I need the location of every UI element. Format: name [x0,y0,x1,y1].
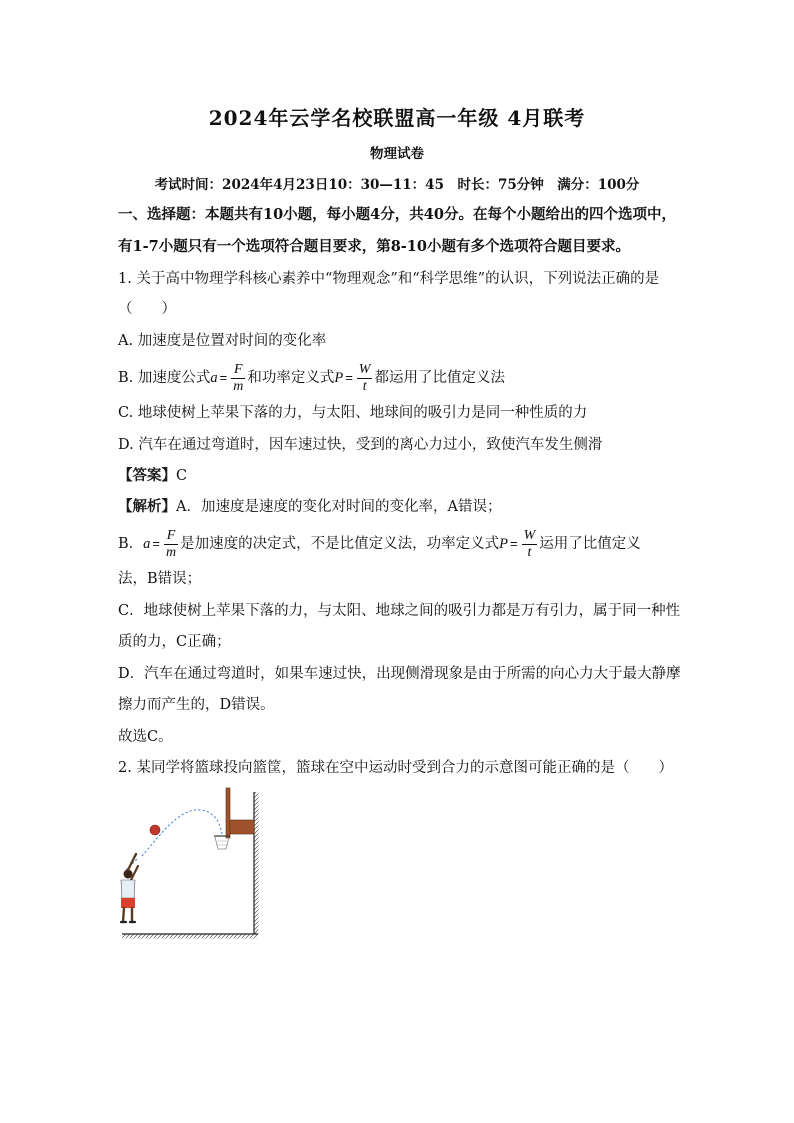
formula-a: a [210,370,218,386]
analysis-a-line [118,497,501,517]
question-2-stem: 2. 某同学将篮球投向篮筐，篮球在空中运动时受到合力的示意图可能正确的是（ ） [118,760,673,776]
backboard-mount [230,820,254,834]
fraction-w-over-t [357,362,373,395]
answer-value: C [176,468,188,484]
analysis-b-middle: 是加速度的决定式，不是比值定义法，功率定义式 [180,536,500,552]
analysis-d-line2: 擦力而产生的，D错误。 [118,697,275,713]
player-leg [123,908,124,922]
question-1-option-a: A. 加速度是位置对时间的变化率 [118,333,327,349]
formula-equals: = [345,370,353,385]
question-1-option-d: D. 汽车在通过弯道时，因车速过快，受到的离心力过小，致使汽车发生侧滑 [118,437,603,453]
analysis-d-line1: D．汽车在通过弯道时，如果车速过快，出现侧滑现象是由于所需的向心力大于最大静摩 [118,666,681,682]
answer-line [118,466,187,486]
conclusion: 故选C。 [118,729,173,745]
analysis-tag: 【解析】 [118,498,176,515]
fraction-numerator: F [164,528,178,545]
fraction-denominator: t [362,378,367,394]
question-1-option-c: C. 地球使树上苹果下落的力，与太阳、地球间的吸引力是同一种性质的力 [118,405,588,421]
hoop-net-mesh [217,841,227,845]
fraction-numerator: W [523,527,536,543]
player-shirt [121,880,135,898]
formula-p: P [499,536,508,552]
analysis-c-line1: C．地球使树上苹果下落的力，与太阳、地球之间的吸引力都是万有引力，属于同一种性 [118,603,681,619]
backboard [226,788,230,838]
exam-info: 考试时间：2024年4月23日10：30—11：45 时长：75分钟 满分：100分 [154,177,640,193]
fraction-denominator: m [166,544,177,560]
fraction-f-over-m [164,528,178,561]
player-shorts [121,898,135,908]
fraction-f-over-m [231,362,245,395]
option-b-suffix: 都运用了比值定义法 [374,370,505,386]
basketball-figure [118,786,266,942]
question-1-stem: 1. 关于高中物理学科核心素养中“物理观念”和“科学思维”的认识，下列说法正确的是 [118,271,660,287]
formula-p: P [334,370,344,386]
fraction-denominator: t [527,544,532,560]
analysis-c-line2: 质的力，C正确； [118,634,231,650]
hoop-net [215,837,229,849]
question-1-option-b [118,361,505,395]
formula-equals: = [219,370,228,385]
page-title: 2024年云学名校联盟高一年级 4月联考 [208,106,586,130]
analysis-b-suffix: 运用了比值定义 [539,536,641,552]
basketball [150,825,160,835]
player [121,854,138,922]
analysis-a: A．加速度是速度的变化对时间的变化率，A错误； [176,499,502,515]
analysis-b-line [118,527,641,561]
fraction-numerator: F [231,362,245,379]
answer-tag: 【答案】 [118,467,176,484]
section-heading-line1: 一、选择题：本题共有10小题，每小题4分，共40分。在每个小题给出的四个选项中， [118,206,676,223]
option-b-middle: 和功率定义式 [247,370,335,386]
formula-equals: = [509,536,518,551]
formula-equals: = [152,536,160,551]
page-subtitle: 物理试卷 [370,146,424,162]
ground-hatching [122,935,258,939]
wall-hatching [255,792,259,934]
fraction-numerator: W [358,361,371,377]
analysis-b-prefix: B． [118,536,144,552]
fraction-denominator: m [233,378,244,394]
question-1-paren: （ ） [118,301,176,317]
formula-a: a [143,536,151,552]
player-arm [128,854,136,870]
fraction-w-over-t [522,528,538,561]
section-heading-line2: 有1-7小题只有一个选项符合题目要求，第8-10小题有多个选项符合题目要求。 [118,238,630,255]
option-b-prefix: B. 加速度公式 [118,370,211,386]
analysis-b-continued: 法，B错误； [118,571,202,587]
